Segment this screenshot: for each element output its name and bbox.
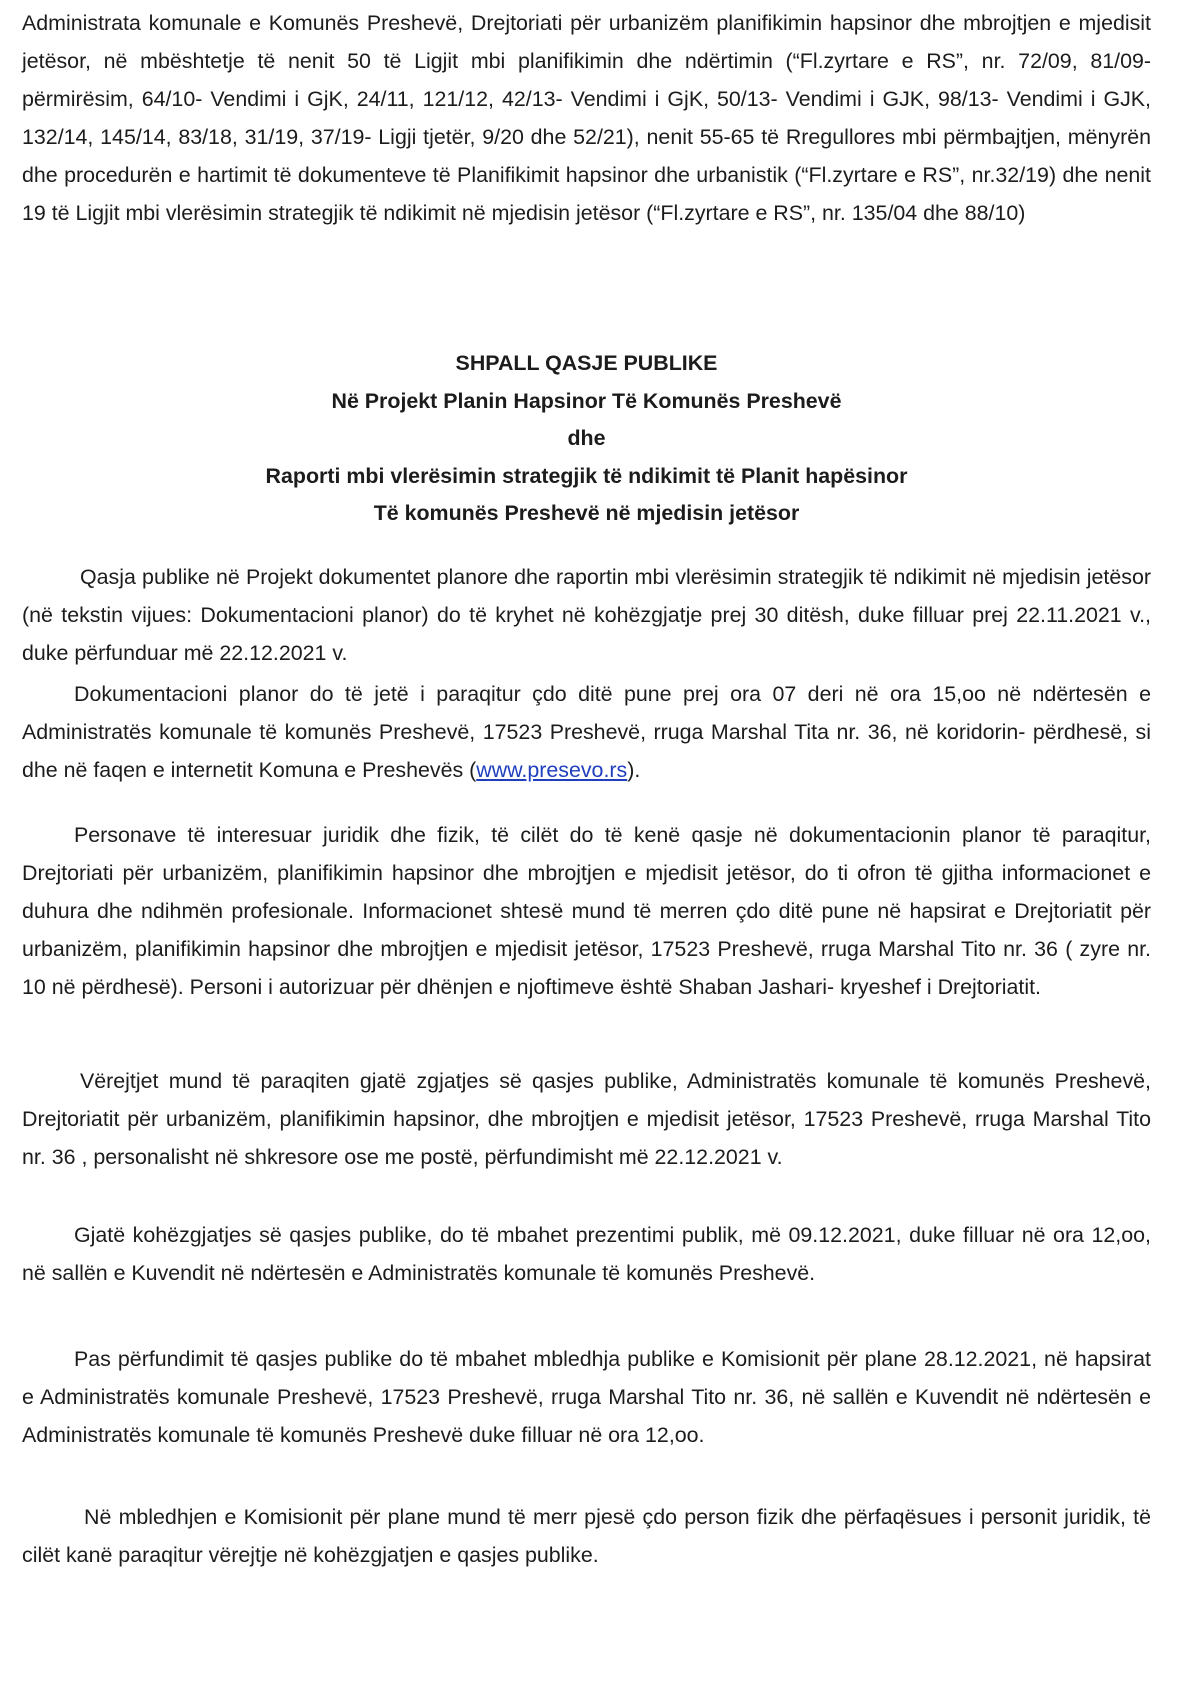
paragraph-presentation: Gjatë kohëzgjatjes së qasjes publike, do të mbahet prezentimi publik, më 09.12.2021, duke filluar në ora 12,oo, në sallën e Kuvendit në ndërtesën e Administratës komunale të komunës Preshevë. (22, 1223, 1151, 1285)
paragraph-text-after-link: ). (627, 758, 641, 782)
paragraph-information: Personave të interesuar juridik dhe fizik, të cilët do të kenë qasje në dokumentacionin planor të paraqitur, Drejtoriati për urbanizëm, planifikimin hapsinor dhe mbrojtjen e mjedisit jetësor, do ti ofron të gjitha informacionet e duhura dhe ndihmën profesionale. Informacionet shtesë mund të merren çdo ditë pune në hapsirat e Drejtoriatit për urbanizëm, planifikimin hapsinor dhe mbrojtjen e mjedisit jetësor, 17523 Preshevë, rruga Marshal Tito nr. 36 ( zyre nr. 10 në përdhesë). Personi i autorizuar për dhënjen e njoftimeve është Shaban Jashari- kryeshef i Drejtoriatit. (22, 823, 1151, 999)
paragraph-text-before-link: Dokumentacioni planor do të jetë i paraqitur çdo ditë pune prej ora 07 deri në ora 15,oo në ndërtesën e Administratës komunale të komunës Preshevë, 17523 Preshevë, rruga Marshal Tita nr. 36, në koridorin- përdhesë, si dhe në faqen e internetit Komuna e Preshevës ( (22, 682, 1151, 782)
announcement-heading (22, 345, 1151, 533)
heading-line-5: Të komunës Preshevë në mjedisin jetësor (373, 501, 800, 525)
paragraph-documentation-display (22, 675, 1151, 789)
paragraph-remarks: Vërejtjet mund të paraqiten gjatë zgjatjes së qasjes publike, Administratës komunale të komunës Preshevë, Drejtoriatit për urbanizëm, planifikimin hapsinor, dhe mbrojtjen e mjedisit jetësor, 17523 Preshevë, rruga Marshal Tito nr. 36 , personalisht në shkresore ose me postë, përfundimisht më 22.12.2021 v. (22, 1069, 1151, 1169)
paragraph-participation: Në mbledhjen e Komisionit për plane mund të merr pjesë çdo person fizik dhe përfaqësues i personit juridik, të cilët kanë paraqitur vërejtje në kohëzgjatjen e qasjes publike. (22, 1505, 1151, 1567)
paragraph-access-period: Qasja publike në Projekt dokumentet planore dhe raportin mbi vlerësimin strategjik të ndikimit në mjedisin jetësor (në tekstin vijues: Dokumentacioni planor) do të kryhet në kohëzgjatje prej 30 ditësh, duke filluar prej 22.11.2021 v., duke përfunduar më 22.12.2021 v. (22, 565, 1151, 665)
website-link[interactable]: www.presevo.rs (476, 758, 628, 782)
heading-line-4: Raporti mbi vlerësimin strategjik të ndikimit të Planit hapësinor (265, 463, 908, 488)
heading-line-2: Në Projekt Planin Hapsinor Të Komunës Preshevë (331, 388, 842, 413)
paragraph-commission-meeting: Pas përfundimit të qasjes publike do të mbahet mbledhja publike e Komisionit për plane 28.12.2021, në hapsirat e Administratës komunale Preshevë, 17523 Preshevë, rruga Marshal Tito nr. 36, në sallën e Kuvendit në ndërtesën e Administratës komunale të komunës Preshevë duke filluar në ora 12,oo. (22, 1347, 1151, 1447)
heading-line-3: dhe (567, 426, 606, 450)
intro-paragraph: Administrata komunale e Komunës Preshevë, Drejtoriati për urbanizëm planifikimin hapsinor dhe mbrojtjen e mjedisit jetësor, në mbështetje të nenit 50 të Ligjit mbi planifikimin dhe ndërtimin (“Fl.zyrtare e RS”, nr. 72/09, 81/09- përmirësim, 64/10- Vendimi i GjK, 24/11, 121/12, 42/13- Vendimi i GjK, 50/13- Vendimi i GJK, 98/13- Vendimi i GJK, 132/14, 145/14, 83/18, 31/19, 37/19- Ligji tjetër, 9/20 dhe 52/21), nenit 55-65 të Rregullores mbi përmbajtjen, mënyrën dhe procedurën e hartimit të dokumenteve të Planifikimit hapsinor dhe urbanistik (“Fl.zyrtare e RS”, nr.32/19) dhe nenit 19 të Ligjit mbi vlerësimin strategjik të ndikimit në mjedisin jetësor (“Fl.zyrtare e RS”, nr. 135/04 dhe 88/10) (22, 11, 1151, 225)
heading-title: SHPALL QASJE PUBLIKE (455, 351, 718, 375)
